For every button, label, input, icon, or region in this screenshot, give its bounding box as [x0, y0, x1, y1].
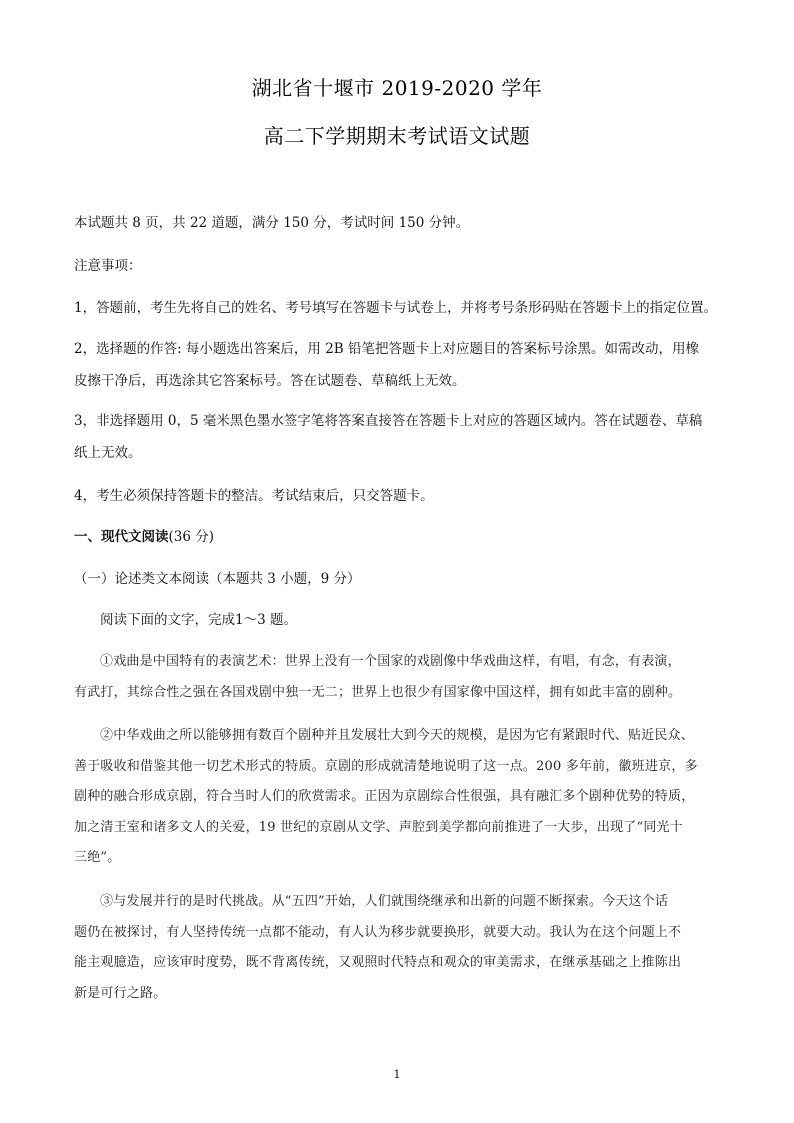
notice-heading: 注意事项：: [74, 258, 142, 274]
notice-item-1: 1，答题前，考生先将自己的姓名、考号填写在答题卡与试卷上，并将考号条形码贴在答题卡上的指定位置。: [74, 300, 718, 316]
passage-line: ②中华戏曲之所以能够拥有数百个剧种并且发展壮大到今天的规模，是因为它有紧跟时代、贴近民众、: [100, 728, 695, 743]
passage-line: 能主观臆造，应该审时度势，既不背离传统，又观照时代特点和观众的审美需求，在继承基础之上推陈出: [74, 955, 682, 970]
passage-paragraph-2: [74, 726, 726, 879]
passage-paragraph-1: [74, 652, 726, 713]
section-subheading: （一）论述类文本阅读（本题共 3 小题，9 分）: [74, 571, 361, 587]
section-heading-score: (36 分): [168, 529, 215, 545]
passage-line: 有武打，其综合性之强在各国戏剧中独一无二；世界上也很少有国家像中国这样，拥有如此丰富的剧种。: [74, 684, 682, 700]
passage-line: 剧种的融合形成京剧，符合当时人们的欣赏需求。正因为京剧综合性很强，具有融汇多个剧种优势的特质，: [74, 789, 695, 804]
notice-item-4: 4，考生必须保持答题卡的整洁。考试结束后，只交答题卡。: [74, 488, 434, 504]
passage-line: ③与发展并行的是时代挑战。从“五四”开始，人们就围绕继承和出新的问题不断探索。今天这个话: [100, 894, 669, 909]
reading-instruction: 阅读下面的文字，完成1～3 题。: [100, 612, 297, 628]
exam-title-line1: 湖北省十堰市 2019-2020 学年: [251, 76, 543, 100]
passage-line: 题仍在被探讨，有人坚持传统一点都不能动，有人认为移步就要换形，就要大动。我认为在这个问题上不: [74, 924, 682, 940]
notice-item-2-line-1: 2，选择题的作答: 每小题选出答案后，用 2B 铅笔把答题卡上对应题目的答案标号涂黑。如需改动，用橡: [74, 341, 700, 357]
passage-line: 善于吸收和借鉴其他一切艺术形式的特质。京剧的形成就清楚地说明了这一点。200 多年前，徽班进京，多: [74, 758, 698, 774]
notice-item-3-line-2: 纸上无效。: [74, 445, 142, 461]
exam-summary: 本试题共 8 页，共 22 道题，满分 150 分，考试时间 150 分钟。: [74, 215, 470, 231]
passage-line: 三绝”。: [74, 850, 121, 865]
passage-line: 新是可行之路。: [74, 985, 167, 1001]
notice-item-3-line-1: 3，非选择题用 0，5 毫米黑色墨水签字笔将答案直接答在答题卡上对应的答题区域内。答在试题卷、草稿: [74, 413, 703, 429]
section-heading: [74, 527, 724, 547]
passage-line: 加之清王室和诸多文人的关爱，19 世纪的京剧从文学、声腔到美学都向前推进了一大步，出现了“同光十: [74, 819, 683, 835]
section-heading-text: 一、现代文阅读: [74, 529, 169, 545]
notice-item-2-line-2: 皮擦干净后，再选涂其它答案标号。答在试题卷、草稿纸上无效。: [74, 373, 466, 389]
page-number: 1: [393, 1068, 401, 1081]
passage-line: ①戏曲是中国特有的表演艺术：世界上没有一个国家的戏剧像中华戏曲这样，有唱，有念，有表演，: [100, 654, 681, 669]
passage-paragraph-3: [74, 892, 726, 1014]
exam-title-line2: 高二下学期期末考试语文试题: [263, 124, 531, 148]
